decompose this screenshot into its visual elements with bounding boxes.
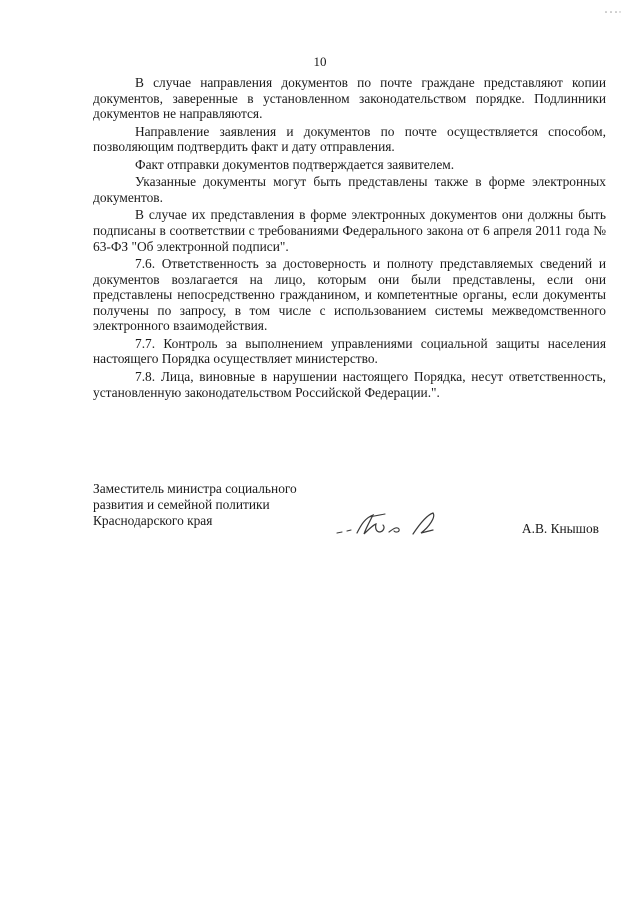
paragraph: Факт отправки документов подтверждается заявителем. <box>135 156 455 172</box>
signature-block <box>93 481 613 541</box>
scan-artifact-mark <box>604 10 622 14</box>
paragraph: 7.7. Контроль за выполнением управлениями социальной защиты населения настоящего Порядка осуществляет министерство. <box>93 335 606 367</box>
document-body <box>93 75 606 402</box>
signatory-title-line: развития и семейной политики <box>93 497 270 513</box>
paragraph: Направление заявления и документов по почте осуществляется способом, позволяющим подтвердить факт и дату отправления. <box>93 123 606 155</box>
paragraph: 7.8. Лица, виновные в нарушении настоящего Порядка, несут ответственность, установленную законодательством Российской Федерации.". <box>93 368 606 400</box>
paragraph: В случае их представления в форме электронных документов они должны быть подписаны в соответствии с требованиями Федерального закона от 6 апреля 2011 года № 63-ФЗ "Об электронной подписи". <box>93 207 606 254</box>
signatory-name: А.В. Кнышов <box>521 521 599 536</box>
handwritten-signature <box>333 503 443 539</box>
paragraph: В случае направления документов по почте граждане представляют копии документов, заверенные в установленном законодательством порядке. Подлинники документов не направляются. <box>93 75 606 122</box>
page-number: 10 <box>313 54 327 69</box>
paragraph: 7.6. Ответственность за достоверность и полноту представляемых сведений и документов возлагается на лицо, которым они были представлены, если они представлены непосредственно гражданином, и компетентные органы, если документы получены по запросу, в том числе с использованием системы межведомственного электронного взаимодействия. <box>93 255 606 334</box>
paragraph: Указанные документы могут быть представлены также в форме электронных документов. <box>93 174 606 205</box>
signatory-title-line: Краснодарского края <box>93 513 213 529</box>
signatory-title-line: Заместитель министра социального <box>93 481 297 496</box>
